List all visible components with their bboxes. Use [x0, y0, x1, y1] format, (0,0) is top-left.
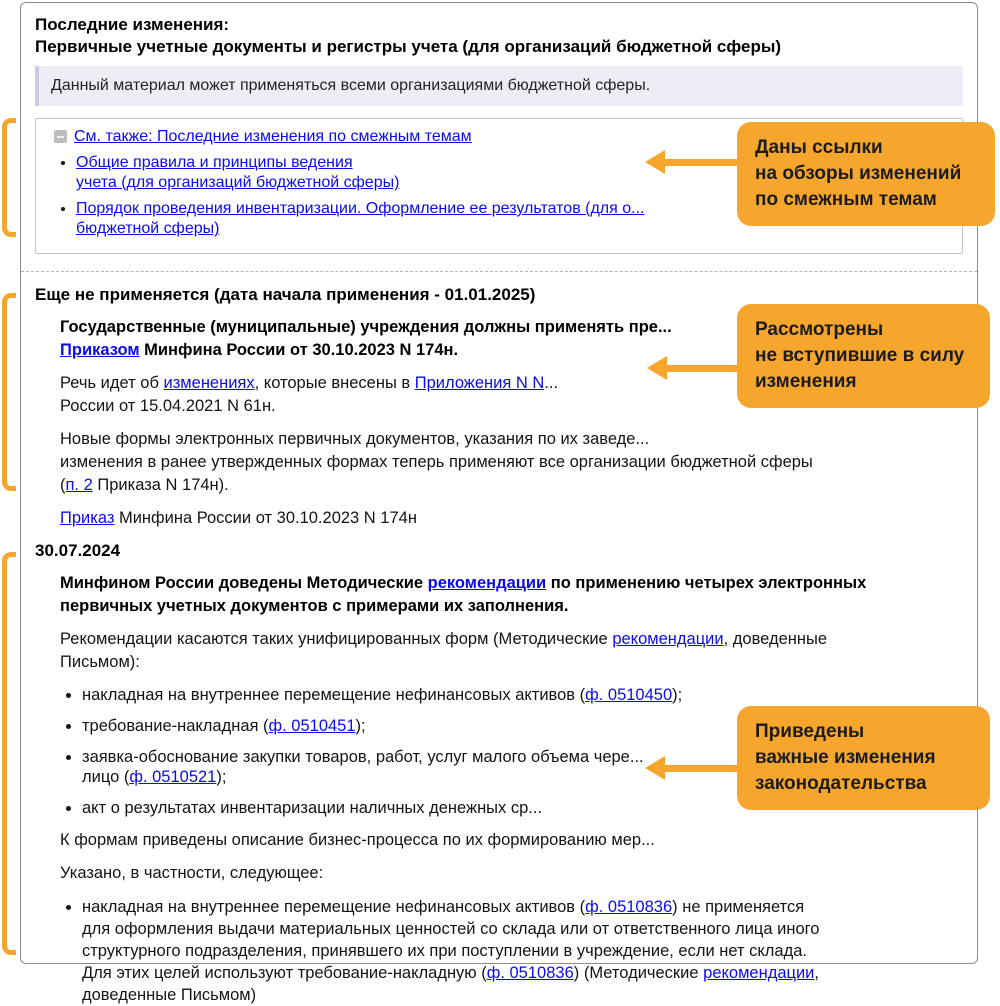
text-run: Приказа N 174н).	[92, 476, 229, 494]
reference-line	[60, 507, 963, 530]
text-link[interactable]: учета (для организаций бюджетной сферы)	[76, 174, 400, 191]
text-link[interactable]: ф. 0510450	[585, 686, 673, 704]
arrow-left-icon	[645, 150, 665, 174]
page-title-line-2: Первичные учетные документы и регистры учета (для организаций бюджетной сферы)	[35, 37, 782, 56]
text-run: Государственные (муниципальные) учреждения должны применять пре...	[60, 318, 672, 336]
paragraph	[60, 572, 963, 618]
text-link[interactable]: См. также: Последние изменения по смежным темам	[74, 128, 472, 145]
text-link[interactable]: ф. 0510451	[268, 717, 356, 735]
callout-line: изменения	[755, 371, 857, 392]
notice-text: Данный материал может применяться всеми организациями бюджетной сферы.	[51, 77, 651, 94]
text-run: , доведенные	[723, 630, 828, 648]
callout-line: не вступившие в силу	[755, 345, 965, 366]
text-run: акт о результатах инвентаризации наличных денежных ср...	[82, 799, 543, 817]
annotation-bracket	[2, 293, 16, 491]
text-run: , которые внесены в	[254, 374, 415, 392]
arrow-line	[663, 765, 743, 772]
text-run: ) не применяется	[672, 898, 805, 916]
arrow-left-icon	[647, 356, 667, 380]
notice-box	[35, 66, 963, 106]
text-run: ...	[544, 374, 559, 392]
see-also-link-wrap	[74, 127, 472, 147]
text-link[interactable]: рекомендации	[703, 964, 815, 982]
text-run: заявка-обоснование закупки товаров, работ, услуг малого объема чере...	[82, 748, 644, 766]
text-run: Минфина России от 30.10.2023 N 174н	[114, 509, 417, 527]
text-run: России от 15.04.2021 N 61н.	[60, 397, 276, 415]
collapse-minus-icon[interactable]	[54, 130, 67, 143]
paragraph	[60, 428, 963, 497]
text-run: первичных учетных документов с примерами их заполнения.	[60, 597, 569, 615]
text-link[interactable]: ф. 0510521	[129, 768, 217, 786]
callout-line: важные изменения	[755, 747, 936, 768]
text-link[interactable]: бюджетной сферы)	[76, 220, 220, 237]
annotation-bracket	[2, 552, 16, 955]
text-run: К формам приведены описание бизнес-процесса по их формированию мер...	[60, 831, 655, 849]
text-run: доведенные Письмом)	[82, 986, 257, 1004]
text-link[interactable]: Общие правила и принципы ведения	[76, 154, 353, 171]
callout-line: на обзоры изменений	[755, 163, 962, 184]
text-run: );	[355, 717, 366, 735]
page-title-line-1: Последние изменения:	[35, 15, 230, 34]
text-run: Указано, в частности, следующее:	[60, 864, 324, 882]
text-run: Речь идет об	[60, 374, 164, 392]
callout-line: законодательства	[755, 773, 927, 794]
annotation-bracket	[2, 118, 16, 237]
page-title	[35, 14, 963, 58]
paragraph	[60, 862, 963, 885]
text-link[interactable]: п. 2	[65, 476, 93, 494]
arrow-left-icon	[645, 756, 665, 780]
section-heading-pending: Еще не применяется (дата начала применения - 01.01.2025)	[35, 285, 536, 304]
details-list	[60, 896, 963, 1006]
callout-pending-changes	[737, 304, 990, 408]
text-link[interactable]: ф. 0510836	[585, 898, 673, 916]
text-run: по применению четырех электронных	[546, 574, 867, 592]
text-run: Новые формы электронных первичных документов, указания по их заведе...	[60, 430, 650, 448]
text-run: ) (Методические	[573, 964, 704, 982]
text-run: Минфином России доведены Методические	[60, 574, 428, 592]
text-run: требование-накладная (	[82, 717, 269, 735]
text-run: накладная на внутреннее перемещение нефинансовых активов (	[82, 898, 586, 916]
text-run: структурного подразделения, принявшего их при поступлении в учреждение, если нет склада.	[82, 942, 808, 960]
text-link[interactable]: рекомендации	[612, 630, 724, 648]
text-link[interactable]: Порядок проведения инвентаризации. Оформление ее результатов (для о...	[76, 200, 645, 217]
text-run: изменения в ранее утвержденных формах теперь применяют все организации бюджетной сферы	[60, 453, 813, 471]
text-link[interactable]: Приказом	[60, 341, 140, 359]
list-item	[82, 685, 963, 705]
callout-important-changes	[737, 706, 990, 810]
text-link[interactable]: рекомендации	[427, 574, 547, 592]
text-run: для оформления выдачи материальных ценностей со склада или от ответственного лица иного	[82, 920, 820, 938]
text-link[interactable]: изменениях	[163, 374, 255, 392]
text-run: Рекомендации касаются таких унифицированных форм (Методические	[60, 630, 613, 648]
callout-line: по смежным темам	[755, 189, 937, 210]
text-run: Минфина России от 30.10.2023 N 174н.	[139, 341, 459, 359]
text-run: накладная на внутреннее перемещение нефинансовых активов (	[82, 686, 586, 704]
arrow-line	[665, 365, 741, 372]
paragraph	[60, 829, 963, 852]
list-item	[82, 896, 963, 1006]
paragraph	[60, 628, 963, 674]
text-run: Письмом):	[60, 653, 140, 671]
dashed-divider	[21, 271, 977, 272]
text-link[interactable]: ф. 0510836	[486, 964, 574, 982]
date-heading: 30.07.2024	[35, 541, 121, 560]
arrow-line	[663, 159, 743, 166]
callout-line: Даны ссылки	[755, 137, 883, 158]
text-link[interactable]: Приказ	[60, 509, 115, 527]
text-run: лицо (	[82, 768, 130, 786]
text-run: Для этих целей используют требование-накладную (	[82, 964, 487, 982]
text-run: );	[672, 686, 683, 704]
callout-line: Рассмотрены	[755, 319, 884, 340]
callout-links-to-reviews	[737, 122, 995, 226]
text-run: );	[216, 768, 227, 786]
text-run: ,	[814, 964, 819, 982]
text-link[interactable]: Приложения N N	[414, 374, 545, 392]
text-run: (	[60, 476, 66, 494]
callout-line: Приведены	[755, 721, 865, 742]
